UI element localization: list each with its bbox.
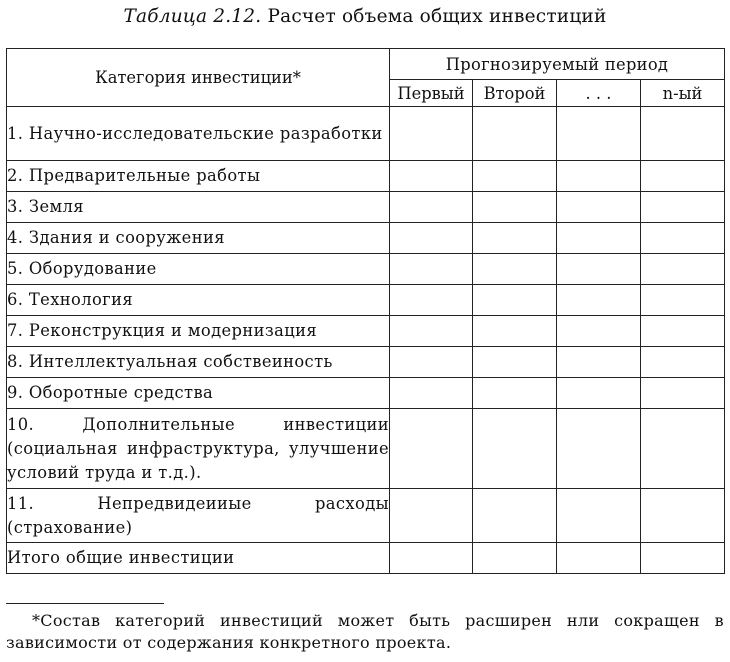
table-row — [7, 409, 725, 489]
value-cell — [641, 543, 725, 574]
table-row — [7, 254, 725, 285]
value-cell — [557, 489, 641, 543]
value-cell — [557, 378, 641, 409]
category-cell: 9. Оборотные средства — [7, 378, 390, 409]
value-cell — [557, 223, 641, 254]
value-cell — [641, 489, 725, 543]
table-row — [7, 543, 725, 574]
value-cell — [390, 223, 473, 254]
value-cell — [641, 254, 725, 285]
value-cell — [473, 378, 557, 409]
value-cell — [641, 223, 725, 254]
table-row — [7, 489, 725, 543]
category-cell: 7. Реконструкция и модернизация — [7, 316, 390, 347]
period-header: Прогнозируемый период — [390, 49, 725, 80]
table-row — [7, 107, 725, 161]
value-cell — [557, 107, 641, 161]
value-cell — [641, 107, 725, 161]
category-cell: 2. Предварительные работы — [7, 161, 390, 192]
table-row — [7, 223, 725, 254]
value-cell — [473, 347, 557, 378]
table-row — [7, 285, 725, 316]
value-cell — [473, 192, 557, 223]
value-cell — [557, 409, 641, 489]
category-cell: 8. Интеллектуальная собствеиность — [7, 347, 390, 378]
table-row — [7, 316, 725, 347]
value-cell — [390, 161, 473, 192]
table-row — [7, 192, 725, 223]
category-cell: 5. Оборудование — [7, 254, 390, 285]
table-caption — [0, 6, 730, 27]
value-cell — [641, 285, 725, 316]
table-row — [7, 161, 725, 192]
value-cell — [390, 192, 473, 223]
value-cell — [641, 316, 725, 347]
value-cell — [390, 285, 473, 316]
value-cell — [473, 543, 557, 574]
category-header: Категория инвестиции* — [7, 49, 390, 107]
value-cell — [473, 285, 557, 316]
value-cell — [390, 254, 473, 285]
value-cell — [473, 316, 557, 347]
column-header-first: Первый — [390, 80, 473, 107]
column-header-nth: n-ый — [641, 80, 725, 107]
category-cell: 3. Земля — [7, 192, 390, 223]
value-cell — [390, 107, 473, 161]
value-cell — [641, 161, 725, 192]
value-cell — [557, 543, 641, 574]
footnote: *Состав категорий инвестиций может быть расширен нли сокращен в зависимости от содержания конкретного проекта. — [6, 611, 724, 652]
table-title: Расчет объема общих инвестиций — [267, 6, 607, 27]
value-cell — [390, 378, 473, 409]
value-cell — [641, 409, 725, 489]
value-cell — [557, 285, 641, 316]
value-cell — [641, 378, 725, 409]
value-cell — [641, 347, 725, 378]
value-cell — [557, 192, 641, 223]
value-cell — [390, 543, 473, 574]
table-row — [7, 347, 725, 378]
category-cell: 6. Технология — [7, 285, 390, 316]
table-body — [7, 107, 725, 574]
value-cell — [473, 161, 557, 192]
category-cell: 1. Научно-исследовательские разработки — [7, 107, 390, 161]
value-cell — [473, 409, 557, 489]
value-cell — [390, 409, 473, 489]
category-cell: 10. Дополнительные инвестиции (социальная инфраструктура, улучшение условий труда и т.д.). — [7, 409, 390, 489]
value-cell — [390, 489, 473, 543]
category-cell: Итого общие инвестиции — [7, 543, 390, 574]
category-cell: 4. Здания и сооружения — [7, 223, 390, 254]
footnote-rule — [6, 603, 164, 604]
value-cell — [557, 347, 641, 378]
value-cell — [390, 347, 473, 378]
value-cell — [557, 254, 641, 285]
value-cell — [473, 254, 557, 285]
value-cell — [557, 316, 641, 347]
table-number: Таблица 2.12. — [123, 6, 262, 27]
value-cell — [473, 489, 557, 543]
value-cell — [641, 192, 725, 223]
value-cell — [390, 316, 473, 347]
table-row — [7, 378, 725, 409]
value-cell — [557, 161, 641, 192]
column-header-ellipsis: . . . — [557, 80, 641, 107]
column-header-second: Второй — [473, 80, 557, 107]
category-cell: 11. Непредвидеииые расходы (страхование) — [7, 489, 390, 543]
value-cell — [473, 107, 557, 161]
investment-table — [6, 48, 725, 574]
value-cell — [473, 223, 557, 254]
